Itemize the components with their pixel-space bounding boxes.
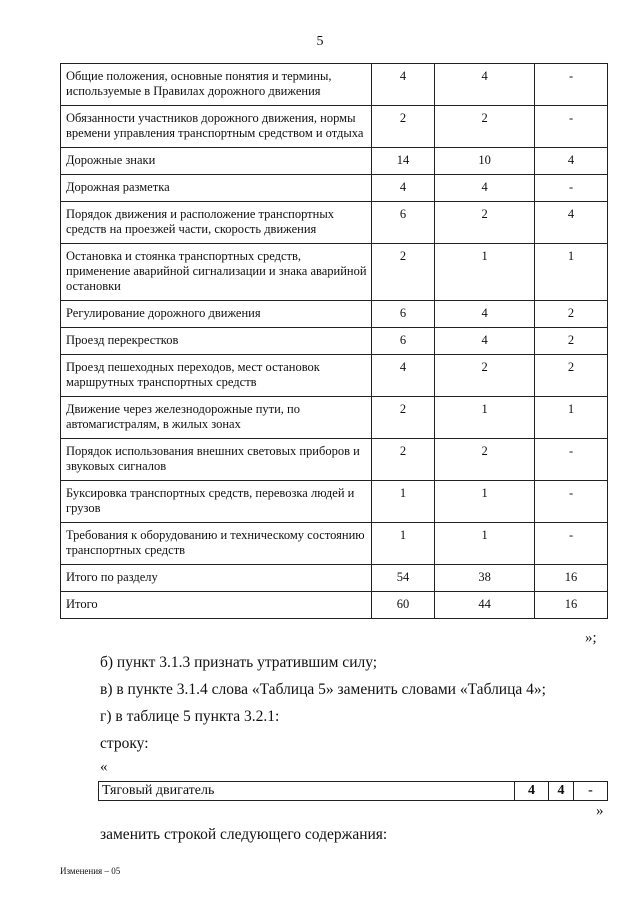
row-value-total: 1	[371, 481, 434, 523]
row-name: Регулирование дорожного движения	[61, 301, 372, 328]
paragraph-replace: заменить строкой следующего содержания:	[100, 826, 388, 843]
row-value-total: 14	[371, 148, 434, 175]
row-value-theory: 10	[435, 148, 535, 175]
row-name: Требования к оборудованию и техническому состоянию транспортных средств	[61, 523, 372, 565]
row-name: Итого	[61, 592, 372, 619]
row-value-total: 1	[371, 523, 434, 565]
row-name: Порядок движения и расположение транспортных средств на проезжей части, скорость движения	[61, 202, 372, 244]
row-value-total: 2	[371, 397, 434, 439]
row-value-practice: 2	[535, 328, 608, 355]
row-value-practice: 4	[535, 202, 608, 244]
row-value-theory: 2	[435, 355, 535, 397]
row-name: Проезд перекрестков	[61, 328, 372, 355]
row-value-total: 60	[371, 592, 434, 619]
row-value-practice: -	[535, 175, 608, 202]
table-row	[61, 148, 608, 175]
table-row	[61, 202, 608, 244]
row-value-practice: 4	[535, 148, 608, 175]
row-value-practice: -	[535, 106, 608, 148]
table-row	[61, 175, 608, 202]
row-value-theory: 1	[435, 481, 535, 523]
row-value-total: 6	[371, 301, 434, 328]
row-value-total: 6	[371, 202, 434, 244]
row-value-theory: 4	[435, 175, 535, 202]
row-name: Буксировка транспортных средств, перевозка людей и грузов	[61, 481, 372, 523]
row-value-practice: -	[535, 64, 608, 106]
row-value-practice: -	[535, 439, 608, 481]
row-name: Порядок использования внешних световых приборов и звуковых сигналов	[61, 439, 372, 481]
row-value-total: 2	[371, 244, 434, 301]
row-value-total: 54	[371, 565, 434, 592]
row-value-theory: 1	[435, 244, 535, 301]
row-value-theory: 1	[435, 523, 535, 565]
row-value-theory: 38	[435, 565, 535, 592]
row-value-practice: -	[535, 481, 608, 523]
row-value-practice: 2	[535, 301, 608, 328]
row-value-theory: 2	[435, 106, 535, 148]
row-value-total: 4	[371, 64, 434, 106]
table-row	[61, 301, 608, 328]
row-name: Обязанности участников дорожного движения, нормы времени управления транспортным средством и отдыха	[61, 106, 372, 148]
table-row	[61, 355, 608, 397]
table-row	[61, 481, 608, 523]
row-name: Тяговый двигатель	[99, 782, 515, 801]
row-name: Проезд пешеходных переходов, мест остановок маршрутных транспортных средств	[61, 355, 372, 397]
row-value-theory: 4	[549, 782, 574, 801]
row-name: Остановка и стоянка транспортных средств, применение аварийной сигнализации и знака аварийной остановки	[61, 244, 372, 301]
opening-quote: «	[100, 759, 108, 775]
row-value-theory: 2	[435, 439, 535, 481]
row-value-theory: 2	[435, 202, 535, 244]
row-value-total: 4	[371, 175, 434, 202]
table-row	[61, 439, 608, 481]
row-value-theory: 1	[435, 397, 535, 439]
table-row	[61, 523, 608, 565]
row-value-practice: 1	[535, 397, 608, 439]
row-value-practice: 1	[535, 244, 608, 301]
paragraph-v: в) в пункте 3.1.4 слова «Таблица 5» заменить словами «Таблица 4»;	[100, 681, 546, 698]
row-value-practice: 16	[535, 565, 608, 592]
row-value-practice: 16	[535, 592, 608, 619]
table-row	[61, 106, 608, 148]
row-value-practice: 2	[535, 355, 608, 397]
row-name: Дорожная разметка	[61, 175, 372, 202]
row-value-total: 4	[515, 782, 549, 801]
row-name: Общие положения, основные понятия и термины, используемые в Правилах дорожного движения	[61, 64, 372, 106]
row-value-theory: 4	[435, 328, 535, 355]
closing-quote-2: »	[596, 803, 604, 819]
paragraph-b: б) пункт 3.1.3 признать утратившим силу;	[100, 654, 378, 671]
row-value-theory: 44	[435, 592, 535, 619]
curriculum-table	[60, 63, 608, 619]
row-name: Движение через железнодорожные пути, по автомагистралям, в жилых зонах	[61, 397, 372, 439]
row-value-practice: -	[535, 523, 608, 565]
page-number: 5	[316, 34, 324, 49]
table-row	[61, 397, 608, 439]
table-row	[61, 592, 608, 619]
row-name: Итого по разделу	[61, 565, 372, 592]
row-value-total: 6	[371, 328, 434, 355]
table-row	[61, 244, 608, 301]
table-row	[99, 782, 608, 801]
table-row	[61, 565, 608, 592]
row-value-theory: 4	[435, 64, 535, 106]
table-row	[61, 328, 608, 355]
row-value-total: 2	[371, 439, 434, 481]
closing-quote: »;	[585, 630, 597, 646]
row-value-total: 4	[371, 355, 434, 397]
row-value-theory: 4	[435, 301, 535, 328]
replacement-row-table	[98, 781, 608, 801]
row-name: Дорожные знаки	[61, 148, 372, 175]
row-value-total: 2	[371, 106, 434, 148]
table-row	[61, 64, 608, 106]
paragraph-g: г) в таблице 5 пункта 3.2.1:	[100, 708, 280, 725]
footer-note: Изменения – 05	[60, 866, 121, 876]
row-value-practice: -	[574, 782, 608, 801]
paragraph-stroku: строку:	[100, 735, 149, 752]
